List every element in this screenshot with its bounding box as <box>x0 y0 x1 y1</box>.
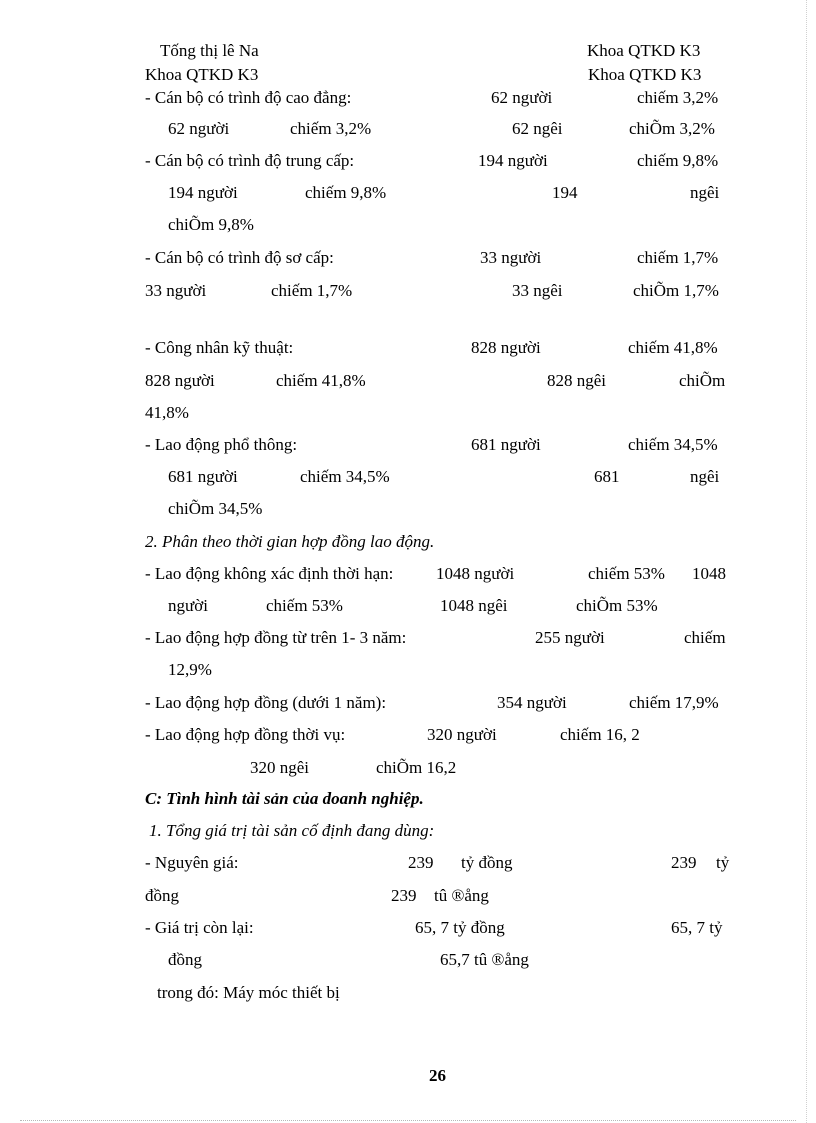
row-so-cap-label: - Cán bộ có trình độ sơ cấp: <box>145 248 334 267</box>
row-duoi-1-nam-label: - Lao động hợp đồng (dưới 1 năm): <box>145 693 387 712</box>
row-duoi-1-nam-count: 354 người <box>497 693 567 712</box>
dup-text: chiÕm 53% <box>576 596 658 615</box>
row-trung-cap-count: 194 người <box>478 151 548 170</box>
row-khong-xac-dinh-label: - Lao động không xác định thời hạn: <box>145 564 394 583</box>
row-khong-xac-dinh-pct: chiếm 53% <box>588 564 665 583</box>
row-cao-dang-pct: chiếm 3,2% <box>637 88 719 107</box>
dup-text: 1048 ngêi <box>440 596 508 615</box>
row-khong-xac-dinh-count: 1048 người <box>436 564 515 583</box>
dup-text: chiÕm 9,8% <box>168 215 254 234</box>
row-pho-thong-label: - Lao động phổ thông: <box>145 435 298 454</box>
dup-text: đồng <box>168 950 202 969</box>
dept-right-2: Khoa QTKD K3 <box>588 65 702 84</box>
dup-text: chiÕm 34,5% <box>168 499 263 518</box>
dup-text: chiÕm 16,2 <box>376 758 457 777</box>
row-trung-cap-pct: chiếm 9,8% <box>637 151 719 170</box>
dup-text: 320 ngêi <box>250 758 310 777</box>
gia-tri-con-lai-label: - Giá trị còn lại: <box>145 918 254 937</box>
page-right-border <box>806 0 807 1123</box>
row-thoi-vu-label: - Lao động hợp đồng thời vụ: <box>145 725 346 744</box>
may-moc-label: trong đó: Máy móc thiết bị <box>157 983 340 1002</box>
row-so-cap-pct: chiếm 1,7% <box>637 248 719 267</box>
section-2-heading: 2. Phân theo thời gian hợp đồng lao động. <box>145 532 435 551</box>
dup-text: 65,7 tû ®ång <box>440 950 529 969</box>
nguyen-gia-value: 239 <box>408 853 434 872</box>
page-bottom-divider <box>20 1120 796 1121</box>
dup-text: tỷ <box>716 853 730 872</box>
dup-text: 62 người <box>168 119 230 138</box>
dept-left: Khoa QTKD K3 <box>145 65 259 84</box>
dup-text: 681 người <box>168 467 238 486</box>
dup-text: 239 <box>671 853 697 872</box>
dup-text: chiếm 9,8% <box>305 183 387 202</box>
nguyen-gia-unit: tỷ đồng <box>461 853 513 872</box>
dup-text: 65, 7 tỷ <box>671 918 723 937</box>
dup-text: 62 ngêi <box>512 119 563 138</box>
dup-text: 1048 <box>692 564 726 583</box>
dup-text: 33 người <box>145 281 207 300</box>
row-pho-thong-count: 681 người <box>471 435 541 454</box>
dup-text: 194 <box>552 183 578 202</box>
dup-text: 239 <box>391 886 417 905</box>
dup-text: ngêi <box>690 183 720 202</box>
row-cao-dang-label: - Cán bộ có trình độ cao đẳng: <box>145 88 352 107</box>
dup-text: chiếm 41,8% <box>276 371 366 390</box>
dup-text: 828 ngêi <box>547 371 607 390</box>
dup-text: chiÕm 1,7% <box>633 281 719 300</box>
dup-text: chiếm 34,5% <box>300 467 390 486</box>
row-thoi-vu-pct: chiếm 16, 2 <box>560 725 640 744</box>
section-c-heading: C: Tình hình tài sản của doanh nghiệp. <box>145 789 424 808</box>
dup-text: 194 người <box>168 183 238 202</box>
row-cao-dang-count: 62 người <box>491 88 553 107</box>
row-cong-nhan-count: 828 người <box>471 338 541 357</box>
dup-text: đồng <box>145 886 179 905</box>
dup-text: ngêi <box>690 467 720 486</box>
dup-text: chiÕm <box>679 371 726 390</box>
row-1-3-nam-pct-value: 12,9% <box>168 660 212 679</box>
author-name: Tống thị lê Na <box>160 41 259 60</box>
dept-right-1: Khoa QTKD K3 <box>587 41 701 60</box>
row-1-3-nam-label: - Lao động hợp đồng từ trên 1- 3 năm: <box>145 628 407 647</box>
dup-text: 828 người <box>145 371 215 390</box>
dup-text: 681 <box>594 467 620 486</box>
dup-text: 41,8% <box>145 403 189 422</box>
row-thoi-vu-count: 320 người <box>427 725 497 744</box>
dup-text: chiếm 1,7% <box>271 281 353 300</box>
row-trung-cap-label: - Cán bộ có trình độ trung cấp: <box>145 151 355 170</box>
gia-tri-con-lai-value: 65, 7 tỷ đồng <box>415 918 505 937</box>
row-cong-nhan-label: - Công nhân kỹ thuật: <box>145 338 294 357</box>
dup-text: chiÕm 3,2% <box>629 119 715 138</box>
row-pho-thong-pct: chiếm 34,5% <box>628 435 718 454</box>
row-duoi-1-nam-pct: chiếm 17,9% <box>629 693 719 712</box>
section-c-subheading: 1. Tổng giá trị tài sản cố định đang dùng: <box>149 821 435 840</box>
nguyen-gia-label: - Nguyên giá: <box>145 853 239 872</box>
page-number: 26 <box>429 1066 446 1085</box>
row-1-3-nam-pct: chiếm <box>684 628 726 647</box>
dup-text: chiếm 53% <box>266 596 343 615</box>
dup-text: tû ®ång <box>434 886 489 905</box>
dup-text: chiếm 3,2% <box>290 119 372 138</box>
row-so-cap-count: 33 người <box>480 248 542 267</box>
row-1-3-nam-count: 255 người <box>535 628 605 647</box>
dup-text: người <box>168 596 208 615</box>
dup-text: 33 ngêi <box>512 281 563 300</box>
row-cong-nhan-pct: chiếm 41,8% <box>628 338 718 357</box>
